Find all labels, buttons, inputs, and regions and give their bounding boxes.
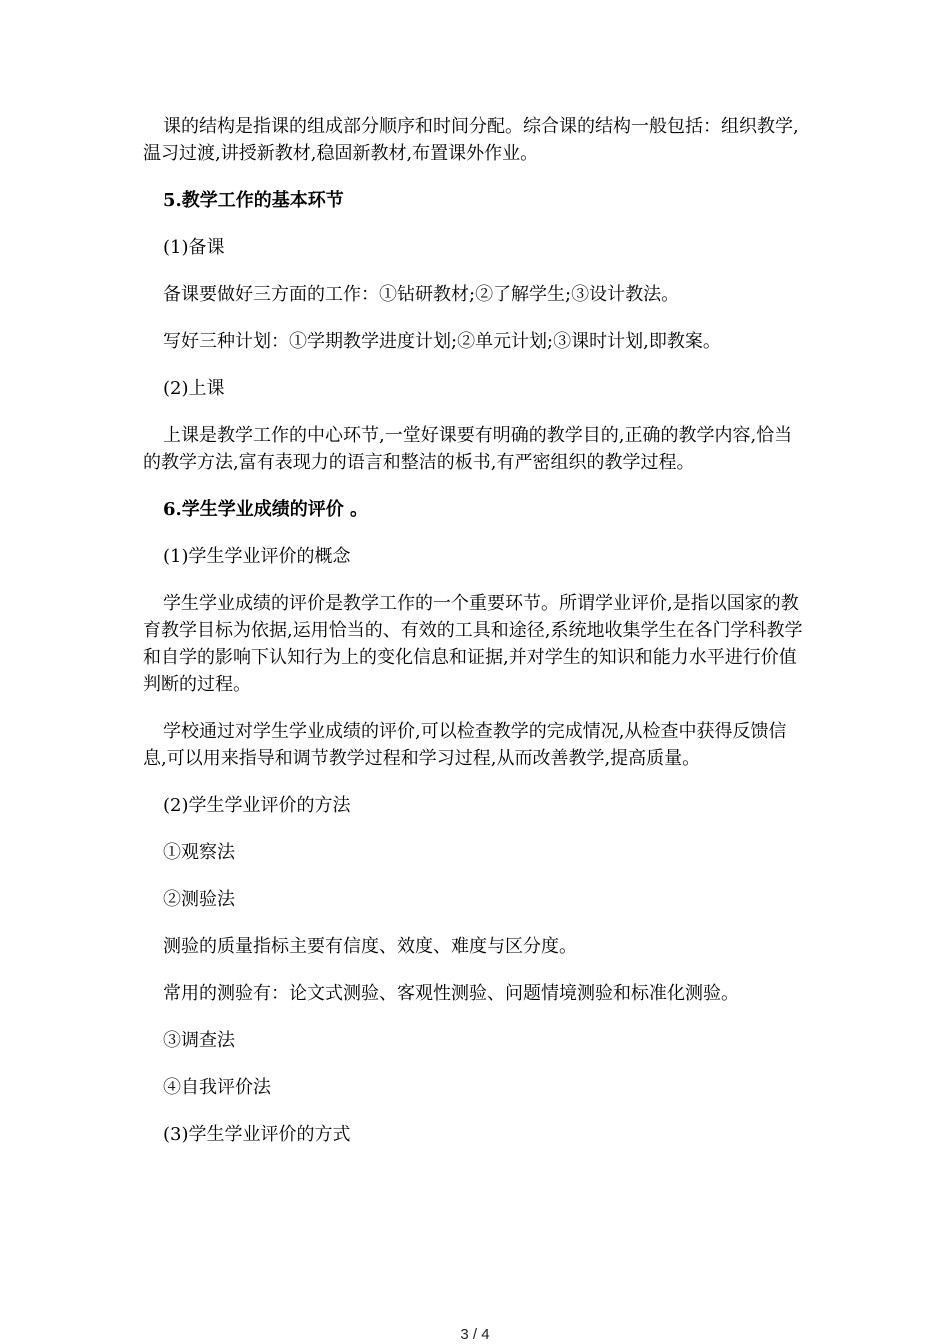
subheading-evaluation-methods: (2)学生学业评价的方法 — [163, 795, 351, 816]
method-survey: ③调查法 — [163, 1030, 235, 1051]
subheading-lesson-prep: (1)备课 — [163, 237, 225, 258]
method-observation: ①观察法 — [163, 842, 235, 863]
subheading-teaching-class: (2)上课 — [163, 378, 225, 399]
paragraph-lesson-structure: 课的结构是指课的组成部分顺序和时间分配。综合课的结构一般包括：组织教学,温习过渡,讲授新教材,稳固新教材,布置课外作业。 — [143, 116, 799, 164]
paragraph-test-quality-indicators: 测验的质量指标主要有信度、效度、难度与区分度。 — [163, 936, 577, 957]
page-number: 3 / 4 — [460, 1326, 490, 1343]
paragraph-three-plans: 写好三种计划：①学期教学进度计划;②单元计划;③课时计划,即教案。 — [163, 331, 721, 352]
paragraph-prep-three-aspects: 备课要做好三方面的工作：①钻研教材;②了解学生;③设计教法。 — [163, 284, 680, 305]
method-testing: ②测验法 — [163, 889, 235, 910]
subheading-evaluation-concept: (1)学生学业评价的概念 — [163, 546, 351, 567]
heading-section-6: 6.学生学业成绩的评价 。 — [163, 499, 369, 520]
paragraph-evaluation-definition: 学生学业成绩的评价是教学工作的一个重要环节。所谓学业评价,是指以国家的教育教学目标为依据,运用恰当的、有效的工具和途径,系统地收集学生在各门学科教学和自学的影响下认知行为上的变化信息和证据,并对学生的知识和能力水平进行价值判断的过程。 — [143, 593, 803, 695]
paragraph-evaluation-purpose: 学校通过对学生学业成绩的评价,可以检查教学的完成情况,从检查中获得反馈信息,可以用来指导和调节教学过程和学习过程,从而改善教学,提高质量。 — [143, 721, 787, 769]
paragraph-class-central-link: 上课是教学工作的中心环节,一堂好课要有明确的教学目的,正确的教学内容,恰当的教学方法,富有表现力的语言和整洁的板书,有严密组织的教学过程。 — [143, 425, 793, 473]
heading-section-5: 5.教学工作的基本环节 — [163, 190, 344, 211]
document-body — [143, 113, 808, 1168]
paragraph-common-tests: 常用的测验有：论文式测验、客观性测验、问题情境测验和标准化测验。 — [163, 983, 739, 1004]
method-self-evaluation: ④自我评价法 — [163, 1077, 271, 1098]
subheading-evaluation-forms: (3)学生学业评价的方式 — [163, 1124, 351, 1145]
